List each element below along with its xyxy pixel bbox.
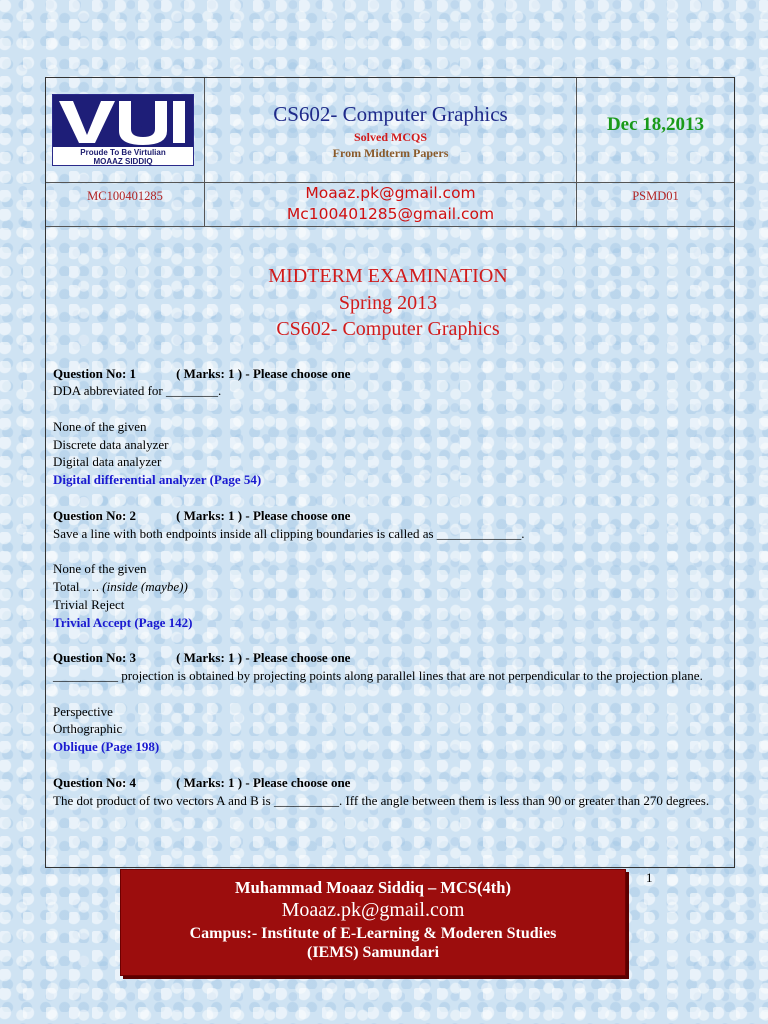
contact-row: [46, 182, 734, 227]
email-primary[interactable]: Moaaz.pk@gmail.com: [305, 184, 476, 202]
footer-campus: Campus:- Institute of E-Learning & Moderen Studies: [189, 925, 557, 942]
question-marks: ( Marks: 1 ) - Please choose one: [176, 507, 351, 523]
correct-answer: Digital differential analyzer (Page 54): [53, 472, 262, 488]
footer-banner: [120, 869, 626, 976]
title-cell: [205, 78, 577, 182]
logo-name: MOAAZ SIDDIQ: [93, 157, 153, 166]
question-marks: ( Marks: 1 ) - Please choose one: [176, 774, 351, 790]
question-label: Question No: 2: [53, 507, 137, 523]
question-header: [53, 649, 723, 667]
date-cell: [577, 78, 734, 182]
question-text: DDA abbreviated for ________.: [53, 383, 222, 399]
option: [53, 578, 723, 596]
correct-answer: Oblique (Page 198): [53, 739, 160, 755]
document-body: [53, 263, 723, 809]
option: None of the given: [53, 561, 147, 577]
header-row: [46, 78, 734, 183]
question-label: Question No: 4: [53, 774, 137, 790]
question-header: [53, 774, 723, 792]
question-text: The dot product of two vectors A and B is __________. Iff the angle between them is less than 90 or greater than 270 degrees.: [53, 792, 710, 808]
option: Orthographic: [53, 721, 123, 737]
subtitle-source: From Midterm Papers: [332, 146, 449, 160]
vu-logo: [52, 94, 194, 166]
email-secondary[interactable]: Mc100401285@gmail.com: [286, 205, 495, 223]
logo-cell: [46, 78, 205, 182]
footer-campus-location: (IEMS) Samundari: [306, 944, 440, 961]
option: None of the given: [53, 418, 147, 434]
option: Digital data analyzer: [53, 454, 162, 470]
exam-term: Spring 2013: [338, 291, 438, 314]
student-id: MC100401285: [87, 189, 163, 203]
option: Discrete data analyzer: [53, 436, 169, 452]
code-cell: [577, 182, 734, 226]
document-page: [45, 77, 735, 868]
option-note: (inside (maybe)): [102, 579, 188, 595]
email-cell: [205, 182, 577, 226]
correct-answer: Trivial Accept (Page 142): [53, 614, 193, 630]
page-number: 1: [646, 870, 653, 885]
question-header: [53, 365, 723, 383]
exam-title: MIDTERM EXAMINATION: [268, 265, 508, 287]
svg-text:VU: VU: [141, 127, 143, 128]
footer-email[interactable]: Moaaz.pk@gmail.com: [281, 899, 465, 921]
option: Trivial Reject: [53, 596, 125, 612]
question-text: Save a line with both endpoints inside all clipping boundaries is called as _____________.: [53, 525, 525, 541]
question-text: __________ projection is obtained by projecting points along parallel lines that are not perpendicular to the projection plane.: [53, 668, 703, 684]
subtitle-solved: Solved MCQS: [353, 130, 427, 144]
question-header: [53, 507, 723, 525]
question-marks: ( Marks: 1 ) - Please choose one: [176, 650, 351, 666]
question-label: Question No: 3: [53, 650, 137, 666]
course-title: CS602- Computer Graphics: [273, 102, 508, 126]
question-marks: ( Marks: 1 ) - Please choose one: [176, 365, 351, 381]
student-id-cell: [46, 182, 205, 226]
question-label: Question No: 1: [53, 365, 137, 381]
exam-course: CS602- Computer Graphics: [276, 318, 500, 340]
logo-tagline: Proude To Be Virtulian: [80, 148, 166, 157]
option-text: Total ….: [53, 579, 103, 595]
footer-author: Muhammad Moaaz Siddiq – MCS(4th): [235, 878, 511, 897]
vu-logo-icon: [53, 95, 193, 147]
date-label: Dec 18,2013: [606, 114, 705, 135]
paper-code: PSMD01: [632, 189, 679, 203]
option: Perspective: [53, 703, 113, 719]
